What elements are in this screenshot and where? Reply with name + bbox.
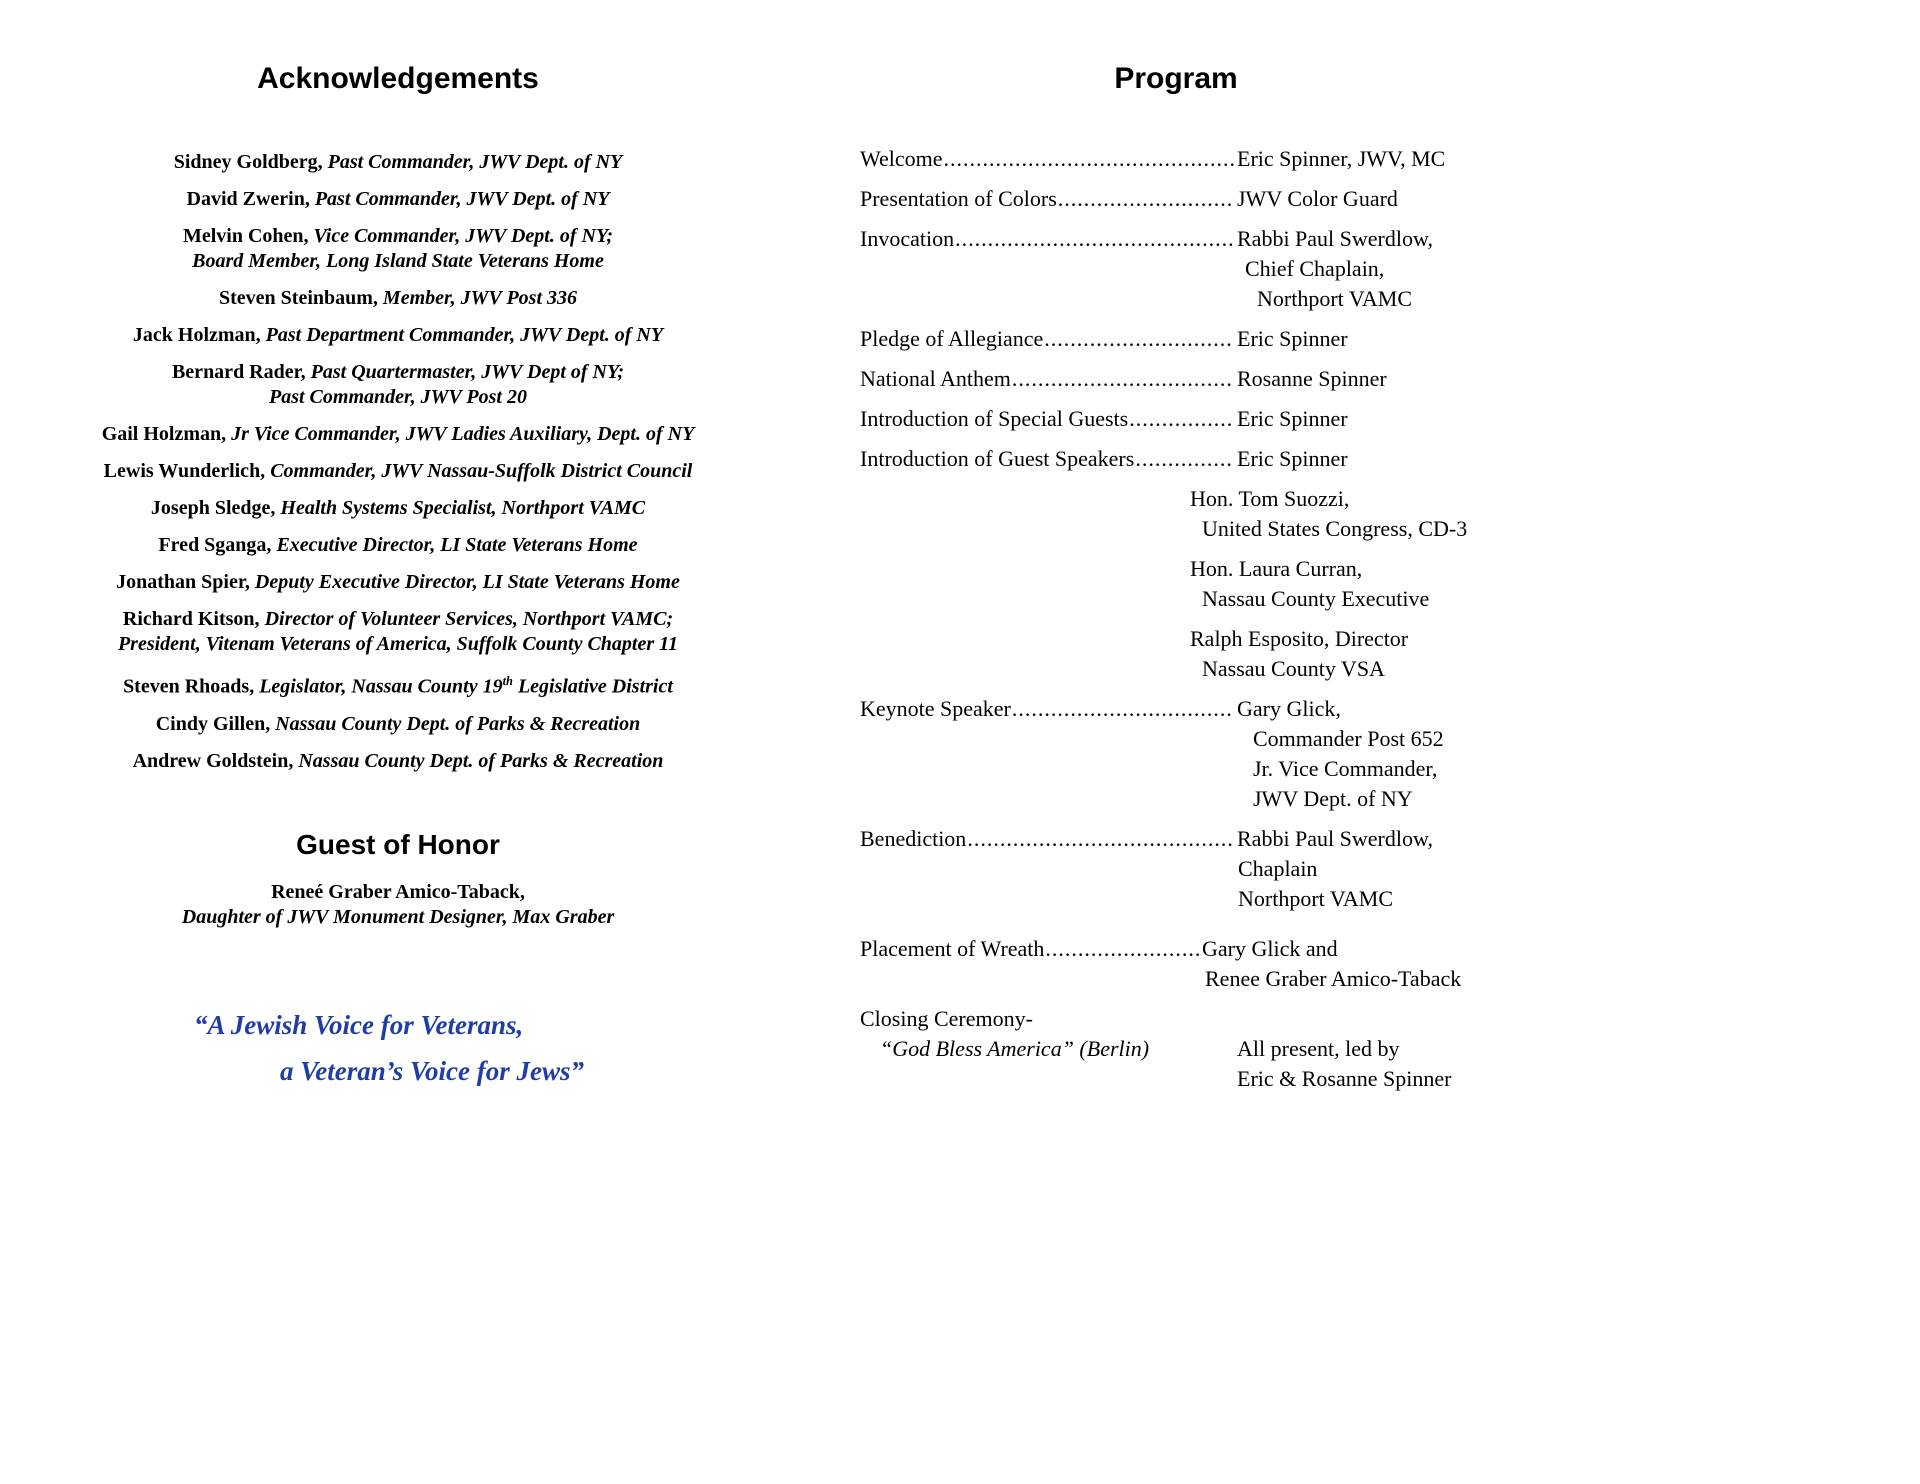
program-item-label: Introduction of Guest Speakers: [860, 446, 1135, 471]
dot-leader: [1129, 404, 1234, 434]
continuation-line: Northport VAMC: [1257, 286, 1413, 311]
motto-line2: a Veteran’s Voice for Jews”: [280, 1055, 584, 1086]
program-item-value: Rosanne Spinner: [1237, 366, 1387, 391]
dot-leader: [1012, 694, 1234, 724]
person-name: David Zwerin,: [186, 188, 310, 210]
program-item-keynote: [860, 694, 1492, 814]
acknowledgements-page: [78, 60, 718, 1094]
acknowledgement-entry: [78, 187, 718, 212]
dot-leader: [1058, 184, 1234, 214]
dot-leader: [944, 144, 1234, 174]
program-item-pledge: [860, 324, 1492, 354]
program-item-closing-ceremony: [860, 1004, 1492, 1094]
person-name: Gail Holzman,: [101, 423, 227, 445]
dot-leader: [1045, 934, 1199, 964]
acknowledgement-entry: [78, 496, 718, 521]
program-item-invocation: [860, 224, 1492, 314]
person-name: Jonathan Spier,: [116, 571, 250, 593]
acknowledgement-entry: [78, 286, 718, 311]
program-value-continuation: [1253, 724, 1492, 814]
person-name: Bernard Rader,: [171, 361, 306, 383]
person-role: Jr Vice Commander, JWV Ladies Auxiliary, Dept. of NY: [231, 423, 695, 445]
program-item-label: Introduction of Special Guests: [860, 406, 1129, 431]
dot-leader: [955, 224, 1234, 254]
program-item-value: Eric Spinner: [1237, 326, 1348, 351]
continuation-line: Commander Post 652: [1253, 726, 1444, 751]
speaker-title: United States Congress, CD-3: [1202, 516, 1468, 541]
speaker-title: Nassau County VSA: [1202, 656, 1385, 681]
acknowledgement-entry: [78, 150, 718, 175]
program-item-label: Invocation: [860, 226, 955, 251]
acknowledgements-list: [78, 150, 718, 774]
program-item-benediction: [860, 824, 1492, 914]
speaker-block: [1190, 484, 1492, 544]
ordinal-superscript: th: [502, 674, 513, 688]
acknowledgements-title: Acknowledgements: [257, 62, 539, 95]
program-item-label: Welcome: [860, 146, 943, 171]
person-name: Joseph Sledge,: [150, 497, 276, 519]
program-item-value: Gary Glick and: [1202, 936, 1338, 961]
speaker-block: [1190, 554, 1492, 614]
program-item-intro-special-guests: [860, 404, 1492, 434]
person-role-line2: President, Vitenam Veterans of America, Suffolk County Chapter 11: [117, 633, 679, 655]
person-name: Cindy Gillen,: [155, 712, 271, 735]
person-role: Legislative District: [517, 675, 673, 698]
speaker-name: Hon. Tom Suozzi,: [1190, 486, 1350, 511]
person-name: Steven Rhoads,: [123, 675, 255, 698]
program-page: [860, 60, 1492, 1104]
dot-leader: [1012, 364, 1234, 394]
program-item-value: Eric Spinner: [1237, 446, 1348, 471]
person-role: Nassau County Dept. of Parks & Recreation: [298, 749, 664, 772]
continuation-line: All present, led by: [1237, 1036, 1400, 1061]
person-role: Commander, JWV Nassau-Suffolk District Council: [270, 460, 693, 482]
acknowledgement-entry: [78, 533, 718, 558]
closing-label-line1: Closing Ceremony-: [860, 1006, 1033, 1031]
dot-leader: [1135, 444, 1234, 474]
program-item-national-anthem: [860, 364, 1492, 394]
person-role: Member, JWV Post 336: [382, 287, 577, 309]
program-item-intro-guest-speakers: [860, 444, 1492, 474]
guest-of-honor-role: Daughter of JWV Monument Designer, Max Graber: [181, 905, 615, 928]
program-item-label: Keynote Speaker: [860, 696, 1011, 721]
program-value-continuation: [1245, 254, 1492, 314]
person-name: Andrew Goldstein,: [132, 749, 294, 772]
continuation-line: Chaplain: [1238, 856, 1318, 881]
program-item-label: Presentation of Colors: [860, 186, 1057, 211]
continuation-line: JWV Dept. of NY: [1253, 786, 1413, 811]
person-role: Director of Volunteer Services, Northport VAMC;: [264, 608, 674, 630]
person-role: Past Department Commander, JWV Dept. of NY: [265, 324, 664, 346]
acknowledgement-entry: [78, 360, 718, 410]
program-item-value: Eric Spinner: [1237, 406, 1348, 431]
closing-song-title: “God Bless America” (Berlin): [880, 1036, 1150, 1061]
program-value-continuation: [1238, 854, 1492, 914]
program-title: Program: [1114, 62, 1238, 95]
speaker-name: Ralph Esposito, Director: [1190, 626, 1409, 651]
acknowledgement-entry: [78, 570, 718, 595]
closing-value: [1237, 1034, 1451, 1094]
program-item-label: Benediction: [860, 826, 967, 851]
person-name: Jack Holzman,: [132, 324, 261, 346]
person-name: Sidney Goldberg,: [173, 151, 323, 173]
motto-line1: “A Jewish Voice for Veterans,: [194, 1009, 524, 1040]
acknowledgement-entry: [78, 607, 718, 657]
acknowledgement-entry: [78, 749, 718, 774]
person-role: Past Commander, JWV Dept. of NY: [327, 151, 623, 173]
program-item-placement-of-wreath: [860, 934, 1492, 994]
continuation-line: Northport VAMC: [1238, 886, 1394, 911]
continuation-line: Renee Graber Amico-Taback: [1205, 966, 1462, 991]
person-role: Nassau County Dept. of Parks & Recreation: [275, 712, 641, 735]
program-value-continuation: [1205, 964, 1492, 994]
guest-of-honor-name: Reneé Graber Amico-Taback,: [271, 880, 525, 903]
program-item-value: Gary Glick,: [1237, 696, 1341, 721]
program-item-value: Eric Spinner, JWV, MC: [1237, 146, 1446, 171]
dot-leader: [967, 824, 1234, 854]
person-name: Richard Kitson,: [122, 608, 260, 630]
person-role: Deputy Executive Director, LI State Veterans Home: [254, 571, 680, 593]
program-item-value: Rabbi Paul Swerdlow,: [1237, 826, 1433, 851]
program-item-value: Rabbi Paul Swerdlow,: [1237, 226, 1433, 251]
continuation-line: Jr. Vice Commander,: [1253, 756, 1438, 781]
person-name: Steven Steinbaum,: [219, 287, 378, 309]
program-item-welcome: [860, 144, 1492, 174]
person-role: Past Quartermaster, JWV Dept of NY;: [310, 361, 625, 383]
person-role: Executive Director, LI State Veterans Home: [276, 534, 638, 556]
speaker-title: Nassau County Executive: [1202, 586, 1430, 611]
acknowledgement-entry: [78, 323, 718, 348]
person-role: Legislator, Nassau County 19: [259, 675, 503, 698]
acknowledgement-entry: [78, 224, 718, 274]
acknowledgement-entry: [78, 459, 718, 484]
person-name: Lewis Wunderlich,: [103, 460, 266, 482]
speaker-name: Hon. Laura Curran,: [1190, 556, 1363, 581]
continuation-line: Chief Chaplain,: [1245, 256, 1385, 281]
program-item-label: Placement of Wreath: [860, 936, 1045, 961]
person-role: Past Commander, JWV Dept. of NY: [314, 188, 610, 210]
program-item-label: Pledge of Allegiance: [860, 326, 1044, 351]
acknowledgement-entry: [78, 712, 718, 737]
speaker-block: [1190, 624, 1492, 684]
program-item-label: National Anthem: [860, 366, 1011, 391]
continuation-line: Eric & Rosanne Spinner: [1237, 1066, 1452, 1091]
dot-leader: [1044, 324, 1234, 354]
person-role-line2: Past Commander, JWV Post 20: [268, 386, 527, 408]
program-item-value: JWV Color Guard: [1237, 186, 1398, 211]
motto: [78, 1002, 718, 1094]
acknowledgement-entry: [78, 669, 718, 700]
person-role-line2: Board Member, Long Island State Veterans Home: [192, 250, 604, 272]
person-role: Health Systems Specialist, Northport VAMC: [280, 497, 646, 519]
program-list: [860, 144, 1492, 1094]
guest-of-honor-heading: Guest of Honor: [296, 828, 500, 860]
closing-label: [860, 1004, 1237, 1064]
acknowledgement-entry: [78, 422, 718, 447]
person-name: Fred Sganga,: [158, 534, 272, 556]
person-role: Vice Commander, JWV Dept. of NY;: [313, 225, 614, 247]
program-item-presentation-of-colors: [860, 184, 1492, 214]
person-name: Melvin Cohen,: [182, 225, 309, 247]
